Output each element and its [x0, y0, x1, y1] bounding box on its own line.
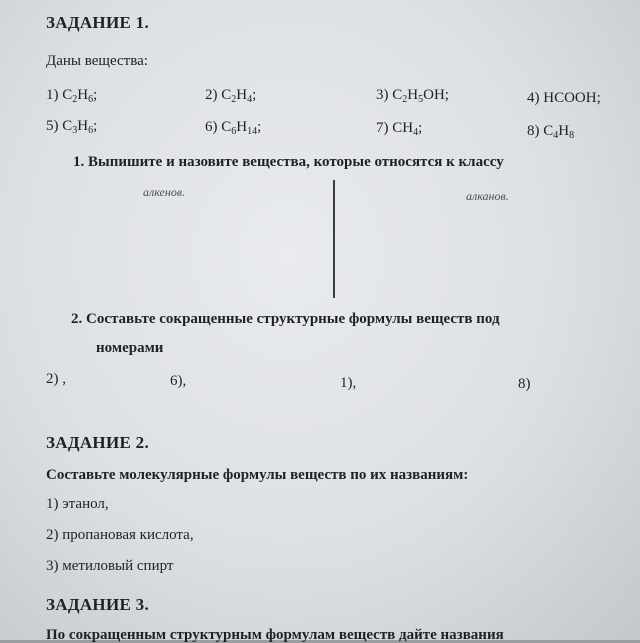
column-alkanes-label: алканов. — [466, 189, 509, 203]
formula-text: ; — [93, 87, 98, 103]
structure-number-1: 1), — [340, 375, 357, 391]
substance-number: 2) — [205, 87, 222, 103]
task2-item-2: 2) пропановая кислота, — [46, 527, 194, 543]
substance-number: 5) — [46, 118, 63, 134]
formula-subscript: 5 — [418, 94, 424, 105]
substance-4 — [527, 91, 601, 106]
formula-subscript: 6 — [88, 125, 94, 136]
formula-subscript: 2 — [72, 94, 78, 105]
task1-intro: Даны вещества: — [46, 53, 148, 69]
substance-number: 6) — [205, 119, 222, 135]
structure-number-2: 2) , — [46, 371, 66, 387]
formula-subscript: 6 — [231, 126, 237, 137]
formula-subscript: 3 — [72, 125, 78, 136]
question-2-line-2: номерами — [96, 340, 164, 356]
formula-text: C — [543, 123, 554, 139]
task3-instruction: По сокращенным структурным формулам веществ дайте названия — [46, 627, 504, 643]
task2-item-1: 1) этанол, — [46, 496, 109, 512]
formula-subscript: 6 — [88, 94, 94, 105]
question-1: 1. Выпишите и назовите вещества, которые относятся к классу — [73, 154, 504, 170]
structure-number-8: 8) — [518, 376, 531, 392]
formula-text: CH — [392, 120, 414, 136]
substance-number: 4) — [527, 90, 544, 106]
formula-text: H — [77, 118, 89, 134]
task2-item-3: 3) метиловый спирт — [46, 558, 174, 574]
formula-subscript: 2 — [402, 94, 408, 105]
formula-text: H — [236, 119, 248, 135]
task3-title: ЗАДАНИЕ 3. — [46, 595, 150, 614]
formula-text: C — [392, 87, 403, 103]
formula-text: H — [407, 87, 419, 103]
formula-text: ; — [252, 87, 257, 103]
substance-1 — [46, 88, 97, 103]
formula-text: H — [77, 87, 89, 103]
formula-subscript: 4 — [413, 127, 419, 138]
substance-7 — [376, 121, 422, 136]
formula-text: ; — [418, 120, 423, 136]
formula-text: OH; — [423, 87, 449, 103]
formula-text: C — [221, 87, 232, 103]
formula-text: C — [62, 118, 73, 134]
formula-subscript: 8 — [569, 130, 575, 141]
formula-subscript: 2 — [231, 94, 237, 105]
formula-text: HCOOH; — [543, 90, 601, 106]
formula-subscript: 14 — [247, 126, 258, 137]
substance-3 — [376, 88, 449, 103]
substance-2 — [205, 88, 256, 103]
question-2-line-1: 2. Составьте сокращенные структурные формулы веществ под — [71, 311, 500, 327]
substance-6 — [205, 120, 261, 135]
substance-5 — [46, 119, 97, 134]
substance-8 — [527, 124, 574, 139]
substance-number: 3) — [376, 87, 393, 103]
formula-text: ; — [93, 118, 98, 134]
column-alkenes-label: алкенов. — [143, 185, 186, 199]
substance-number: 8) — [527, 123, 544, 139]
formula-text: C — [221, 119, 232, 135]
formula-subscript: 4 — [553, 130, 559, 141]
substance-number: 1) — [46, 87, 63, 103]
formula-text: ; — [257, 119, 262, 135]
task1-title: ЗАДАНИЕ 1. — [46, 13, 150, 32]
formula-text: H — [558, 123, 570, 139]
formula-subscript: 4 — [247, 94, 253, 105]
formula-text: C — [62, 87, 73, 103]
task2-instruction: Составьте молекулярные формулы веществ по их названиям: — [46, 467, 469, 483]
column-divider — [333, 180, 335, 298]
formula-text: H — [236, 87, 248, 103]
task2-title: ЗАДАНИЕ 2. — [46, 433, 150, 452]
substance-number: 7) — [376, 120, 393, 136]
structure-number-6: 6), — [170, 373, 187, 389]
